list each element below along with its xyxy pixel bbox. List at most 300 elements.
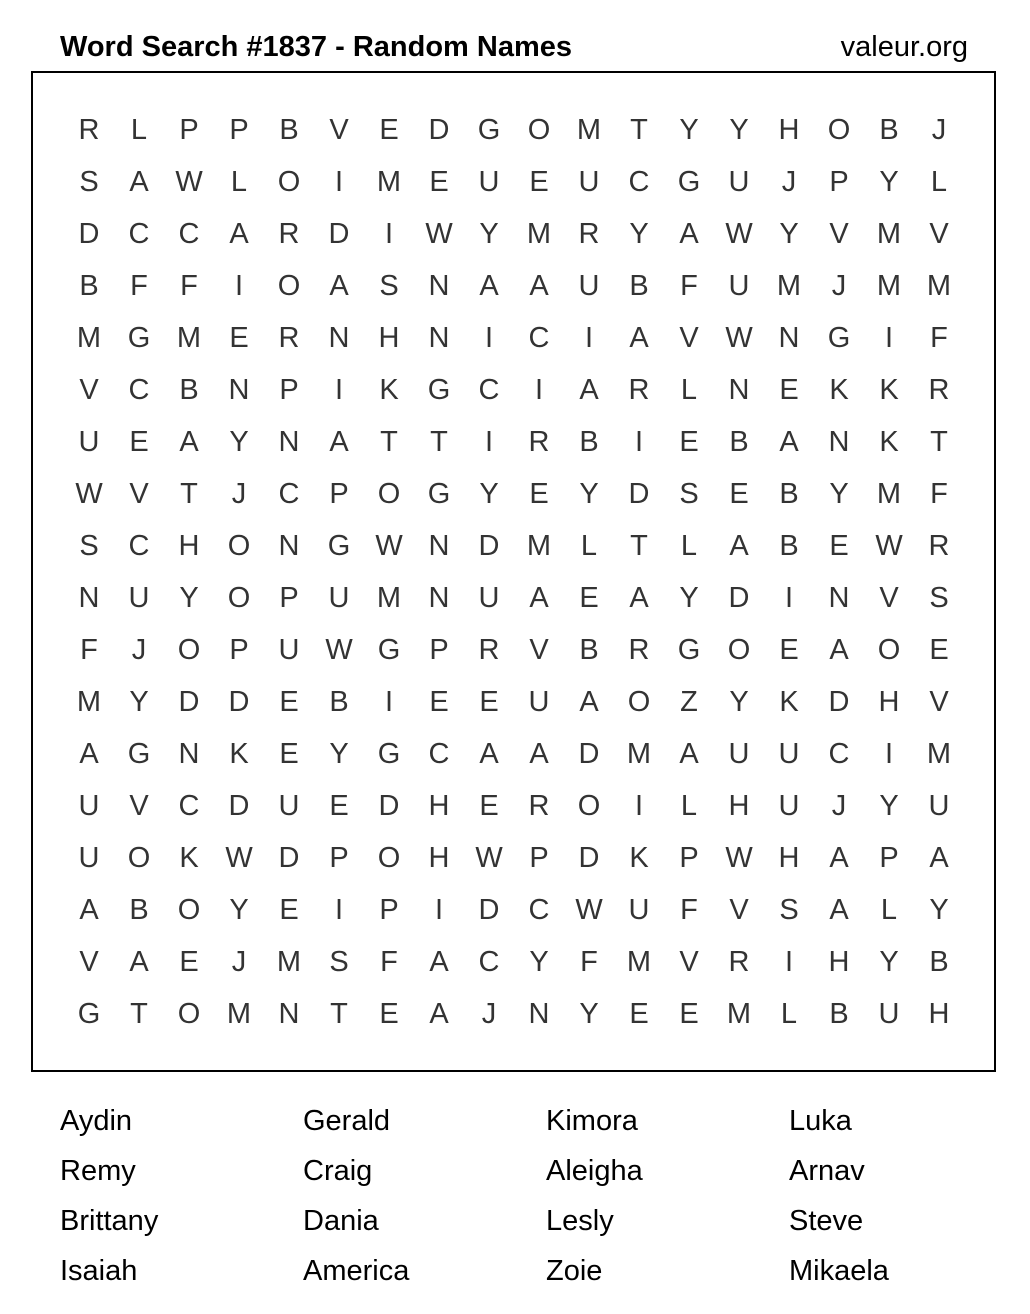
grid-letter[interactable]: M	[726, 997, 752, 1030]
grid-letter[interactable]: A	[79, 737, 99, 770]
grid-letter[interactable]: M	[376, 581, 402, 614]
grid-letter[interactable]: D	[578, 841, 600, 874]
grid-letter[interactable]: D	[178, 685, 200, 718]
grid-letter[interactable]: H	[778, 841, 800, 874]
grid-letter[interactable]: I	[334, 893, 344, 926]
grid-letter[interactable]: E	[279, 737, 299, 770]
grid-letter[interactable]: W	[725, 217, 753, 250]
grid-letter[interactable]: I	[484, 321, 494, 354]
grid-letter[interactable]: B	[829, 997, 849, 1030]
grid-letter[interactable]: U	[478, 165, 500, 198]
grid-letter[interactable]: I	[784, 945, 794, 978]
grid-letter[interactable]: R	[278, 321, 300, 354]
grid-letter[interactable]: E	[479, 789, 499, 822]
grid-letter[interactable]: C	[128, 373, 150, 406]
grid-letter[interactable]: V	[129, 477, 149, 510]
grid-letter[interactable]: A	[679, 217, 699, 250]
grid-letter[interactable]: A	[779, 425, 799, 458]
grid-letter[interactable]: P	[329, 841, 349, 874]
grid-letter[interactable]: K	[879, 425, 899, 458]
grid-letter[interactable]: F	[130, 269, 148, 302]
grid-letter[interactable]: A	[479, 269, 499, 302]
grid-letter[interactable]: D	[478, 529, 500, 562]
grid-letter[interactable]: A	[329, 425, 349, 458]
grid-letter[interactable]: G	[477, 113, 501, 146]
grid-letter[interactable]: E	[829, 529, 849, 562]
grid-letter[interactable]: Y	[129, 685, 149, 718]
grid-letter[interactable]: M	[176, 321, 202, 354]
grid-letter[interactable]: T	[630, 529, 648, 562]
grid-letter[interactable]: S	[79, 529, 99, 562]
grid-letter[interactable]: U	[128, 581, 150, 614]
grid-letter[interactable]: E	[679, 997, 699, 1030]
grid-letter[interactable]: P	[679, 841, 699, 874]
grid-letter[interactable]: C	[428, 737, 450, 770]
grid-letter[interactable]: V	[929, 217, 949, 250]
grid-letter[interactable]: P	[429, 633, 449, 666]
grid-letter[interactable]: V	[679, 321, 699, 354]
grid-letter[interactable]: O	[227, 581, 251, 614]
grid-letter[interactable]: G	[377, 633, 401, 666]
grid-letter[interactable]: E	[929, 633, 949, 666]
grid-letter[interactable]: H	[878, 685, 900, 718]
grid-letter[interactable]: A	[829, 633, 849, 666]
grid-letter[interactable]: Y	[929, 893, 949, 926]
grid-letter[interactable]: Y	[679, 581, 699, 614]
grid-letter[interactable]: O	[527, 113, 551, 146]
grid-letter[interactable]: W	[325, 633, 353, 666]
grid-letter[interactable]: A	[529, 737, 549, 770]
grid-letter[interactable]: E	[429, 685, 449, 718]
grid-letter[interactable]: V	[879, 581, 899, 614]
grid-letter[interactable]: D	[628, 477, 650, 510]
grid-letter[interactable]: O	[877, 633, 901, 666]
grid-letter[interactable]: G	[827, 321, 851, 354]
grid-letter[interactable]: I	[234, 269, 244, 302]
grid-letter[interactable]: D	[428, 113, 450, 146]
grid-letter[interactable]: U	[728, 165, 750, 198]
grid-letter[interactable]: Y	[679, 113, 699, 146]
grid-letter[interactable]: A	[129, 945, 149, 978]
grid-letter[interactable]: U	[728, 269, 750, 302]
grid-letter[interactable]: T	[380, 425, 398, 458]
grid-letter[interactable]: J	[481, 997, 497, 1030]
grid-letter[interactable]: P	[529, 841, 549, 874]
grid-letter[interactable]: H	[378, 321, 400, 354]
grid-letter[interactable]: A	[429, 945, 449, 978]
grid-letter[interactable]: O	[377, 477, 401, 510]
grid-letter[interactable]: Y	[579, 997, 599, 1030]
grid-letter[interactable]: K	[379, 373, 399, 406]
grid-letter[interactable]: D	[228, 685, 250, 718]
grid-letter[interactable]: Y	[829, 477, 849, 510]
grid-letter[interactable]: U	[78, 789, 100, 822]
grid-letter[interactable]: J	[231, 945, 247, 978]
grid-letter[interactable]: E	[779, 633, 799, 666]
grid-letter[interactable]: E	[479, 685, 499, 718]
grid-letter[interactable]: N	[428, 321, 450, 354]
grid-letter[interactable]: E	[279, 893, 299, 926]
grid-letter[interactable]: B	[279, 113, 299, 146]
grid-letter[interactable]: O	[577, 789, 601, 822]
grid-letter[interactable]: V	[929, 685, 949, 718]
grid-letter[interactable]: R	[528, 789, 550, 822]
grid-letter[interactable]: G	[127, 737, 151, 770]
grid-letter[interactable]: V	[329, 113, 349, 146]
grid-letter[interactable]: F	[180, 269, 198, 302]
grid-letter[interactable]: W	[725, 841, 753, 874]
grid-letter[interactable]: M	[526, 217, 552, 250]
grid-letter[interactable]: F	[680, 269, 698, 302]
grid-letter[interactable]: B	[329, 685, 349, 718]
grid-letter[interactable]: V	[679, 945, 699, 978]
grid-letter[interactable]: W	[375, 529, 403, 562]
grid-letter[interactable]: O	[627, 685, 651, 718]
grid-letter[interactable]: C	[528, 893, 550, 926]
grid-letter[interactable]: K	[829, 373, 849, 406]
grid-letter[interactable]: P	[279, 581, 299, 614]
grid-letter[interactable]: L	[680, 789, 698, 822]
grid-letter[interactable]: J	[931, 113, 947, 146]
grid-letter[interactable]: I	[384, 217, 394, 250]
grid-letter[interactable]: J	[781, 165, 797, 198]
grid-letter[interactable]: N	[278, 529, 300, 562]
grid-letter[interactable]: W	[475, 841, 503, 874]
grid-letter[interactable]: O	[177, 997, 201, 1030]
grid-letter[interactable]: R	[278, 217, 300, 250]
grid-letter[interactable]: Y	[479, 477, 499, 510]
grid-letter[interactable]: A	[79, 893, 99, 926]
grid-letter[interactable]: W	[75, 477, 103, 510]
grid-letter[interactable]: F	[380, 945, 398, 978]
grid-letter[interactable]: C	[628, 165, 650, 198]
grid-letter[interactable]: K	[229, 737, 249, 770]
grid-letter[interactable]: T	[180, 477, 198, 510]
grid-letter[interactable]: W	[225, 841, 253, 874]
grid-letter[interactable]: R	[628, 633, 650, 666]
grid-letter[interactable]: S	[929, 581, 949, 614]
grid-letter[interactable]: E	[279, 685, 299, 718]
grid-letter[interactable]: B	[629, 269, 649, 302]
grid-letter[interactable]: T	[130, 997, 148, 1030]
grid-letter[interactable]: A	[629, 581, 649, 614]
grid-letter[interactable]: B	[729, 425, 749, 458]
grid-letter[interactable]: R	[628, 373, 650, 406]
grid-letter[interactable]: F	[580, 945, 598, 978]
grid-letter[interactable]: T	[930, 425, 948, 458]
grid-letter[interactable]: W	[575, 893, 603, 926]
grid-letter[interactable]: L	[880, 893, 898, 926]
grid-letter[interactable]: M	[926, 737, 952, 770]
grid-letter[interactable]: R	[728, 945, 750, 978]
grid-letter[interactable]: P	[229, 113, 249, 146]
grid-letter[interactable]: P	[229, 633, 249, 666]
grid-letter[interactable]: O	[177, 893, 201, 926]
grid-letter[interactable]: D	[828, 685, 850, 718]
grid-letter[interactable]: U	[278, 789, 300, 822]
grid-letter[interactable]: J	[131, 633, 147, 666]
grid-letter[interactable]: S	[79, 165, 99, 198]
grid-letter[interactable]: Y	[579, 477, 599, 510]
grid-letter[interactable]: G	[127, 321, 151, 354]
grid-letter[interactable]: L	[780, 997, 798, 1030]
grid-letter[interactable]: S	[679, 477, 699, 510]
grid-letter[interactable]: D	[278, 841, 300, 874]
grid-letter[interactable]: E	[629, 997, 649, 1030]
grid-letter[interactable]: L	[130, 113, 148, 146]
grid-letter[interactable]: Y	[879, 165, 899, 198]
grid-letter[interactable]: P	[879, 841, 899, 874]
grid-letter[interactable]: A	[729, 529, 749, 562]
grid-letter[interactable]: R	[478, 633, 500, 666]
grid-letter[interactable]: A	[579, 373, 599, 406]
grid-letter[interactable]: E	[379, 997, 399, 1030]
grid-letter[interactable]: V	[829, 217, 849, 250]
grid-letter[interactable]: H	[778, 113, 800, 146]
grid-letter[interactable]: A	[179, 425, 199, 458]
grid-letter[interactable]: F	[80, 633, 98, 666]
grid-letter[interactable]: O	[277, 165, 301, 198]
grid-letter[interactable]: E	[579, 581, 599, 614]
grid-letter[interactable]: A	[829, 841, 849, 874]
grid-letter[interactable]: W	[175, 165, 203, 198]
grid-letter[interactable]: V	[729, 893, 749, 926]
grid-letter[interactable]: E	[529, 477, 549, 510]
grid-letter[interactable]: B	[879, 113, 899, 146]
grid-letter[interactable]: D	[78, 217, 100, 250]
grid-letter[interactable]: J	[831, 269, 847, 302]
grid-letter[interactable]: B	[929, 945, 949, 978]
grid-letter[interactable]: G	[427, 373, 451, 406]
grid-letter[interactable]: A	[929, 841, 949, 874]
grid-letter[interactable]: Y	[329, 737, 349, 770]
grid-letter[interactable]: M	[226, 997, 252, 1030]
grid-letter[interactable]: S	[779, 893, 799, 926]
grid-letter[interactable]: N	[428, 529, 450, 562]
grid-letter[interactable]: N	[828, 581, 850, 614]
grid-letter[interactable]: V	[529, 633, 549, 666]
grid-letter[interactable]: M	[876, 269, 902, 302]
grid-letter[interactable]: I	[584, 321, 594, 354]
grid-letter[interactable]: W	[875, 529, 903, 562]
grid-letter[interactable]: M	[576, 113, 602, 146]
grid-letter[interactable]: G	[377, 737, 401, 770]
grid-letter[interactable]: N	[728, 373, 750, 406]
grid-letter[interactable]: Y	[179, 581, 199, 614]
grid-letter[interactable]: M	[626, 945, 652, 978]
grid-letter[interactable]: I	[884, 321, 894, 354]
grid-letter[interactable]: T	[630, 113, 648, 146]
grid-letter[interactable]: O	[177, 633, 201, 666]
grid-letter[interactable]: G	[677, 633, 701, 666]
grid-letter[interactable]: B	[129, 893, 149, 926]
grid-letter[interactable]: A	[329, 269, 349, 302]
grid-letter[interactable]: L	[680, 529, 698, 562]
grid-letter[interactable]: M	[526, 529, 552, 562]
grid-letter[interactable]: D	[378, 789, 400, 822]
grid-letter[interactable]: G	[677, 165, 701, 198]
grid-letter[interactable]: I	[334, 373, 344, 406]
grid-letter[interactable]: T	[330, 997, 348, 1030]
grid-letter[interactable]: E	[529, 165, 549, 198]
grid-letter[interactable]: K	[779, 685, 799, 718]
grid-letter[interactable]: U	[778, 789, 800, 822]
grid-letter[interactable]: M	[876, 477, 902, 510]
grid-letter[interactable]: C	[178, 789, 200, 822]
grid-letter[interactable]: M	[626, 737, 652, 770]
grid-letter[interactable]: T	[430, 425, 448, 458]
grid-letter[interactable]: B	[179, 373, 199, 406]
grid-letter[interactable]: K	[179, 841, 199, 874]
grid-letter[interactable]: U	[878, 997, 900, 1030]
grid-letter[interactable]: R	[928, 373, 950, 406]
grid-letter[interactable]: H	[428, 789, 450, 822]
grid-letter[interactable]: A	[529, 269, 549, 302]
grid-letter[interactable]: A	[679, 737, 699, 770]
grid-letter[interactable]: R	[578, 217, 600, 250]
grid-letter[interactable]: N	[528, 997, 550, 1030]
grid-letter[interactable]: E	[229, 321, 249, 354]
grid-letter[interactable]: W	[725, 321, 753, 354]
grid-letter[interactable]: R	[528, 425, 550, 458]
grid-letter[interactable]: I	[784, 581, 794, 614]
grid-letter[interactable]: U	[528, 685, 550, 718]
grid-letter[interactable]: H	[178, 529, 200, 562]
grid-letter[interactable]: F	[930, 477, 948, 510]
grid-letter[interactable]: Y	[229, 893, 249, 926]
grid-letter[interactable]: M	[276, 945, 302, 978]
grid-letter[interactable]: U	[78, 841, 100, 874]
grid-letter[interactable]: N	[278, 425, 300, 458]
grid-letter[interactable]: S	[379, 269, 399, 302]
grid-letter[interactable]: D	[228, 789, 250, 822]
grid-letter[interactable]: I	[884, 737, 894, 770]
grid-letter[interactable]: N	[278, 997, 300, 1030]
grid-letter[interactable]: U	[78, 425, 100, 458]
grid-letter[interactable]: A	[829, 893, 849, 926]
grid-letter[interactable]: O	[727, 633, 751, 666]
grid-letter[interactable]: A	[479, 737, 499, 770]
grid-letter[interactable]: C	[828, 737, 850, 770]
grid-letter[interactable]: C	[128, 217, 150, 250]
grid-letter[interactable]: N	[428, 269, 450, 302]
grid-letter[interactable]: G	[327, 529, 351, 562]
grid-letter[interactable]: P	[179, 113, 199, 146]
grid-letter[interactable]: S	[329, 945, 349, 978]
grid-letter[interactable]: M	[376, 165, 402, 198]
grid-letter[interactable]: F	[680, 893, 698, 926]
grid-letter[interactable]: H	[828, 945, 850, 978]
grid-letter[interactable]: U	[478, 581, 500, 614]
grid-letter[interactable]: A	[529, 581, 549, 614]
grid-letter[interactable]: Y	[729, 113, 749, 146]
grid-letter[interactable]: U	[278, 633, 300, 666]
grid-letter[interactable]: H	[728, 789, 750, 822]
grid-letter[interactable]: D	[728, 581, 750, 614]
grid-letter[interactable]: E	[329, 789, 349, 822]
grid-letter[interactable]: E	[129, 425, 149, 458]
grid-letter[interactable]: V	[79, 373, 99, 406]
grid-letter[interactable]: B	[579, 633, 599, 666]
grid-letter[interactable]: Y	[229, 425, 249, 458]
grid-letter[interactable]: A	[579, 685, 599, 718]
grid-letter[interactable]: C	[278, 477, 300, 510]
grid-letter[interactable]: A	[429, 997, 449, 1030]
grid-letter[interactable]: C	[178, 217, 200, 250]
grid-letter[interactable]: H	[928, 997, 950, 1030]
grid-letter[interactable]: H	[428, 841, 450, 874]
grid-letter[interactable]: E	[179, 945, 199, 978]
grid-letter[interactable]: I	[484, 425, 494, 458]
grid-letter[interactable]: O	[827, 113, 851, 146]
grid-letter[interactable]: M	[76, 321, 102, 354]
grid-letter[interactable]: O	[227, 529, 251, 562]
grid-letter[interactable]: P	[379, 893, 399, 926]
grid-letter[interactable]: J	[231, 477, 247, 510]
grid-letter[interactable]: Y	[629, 217, 649, 250]
grid-letter[interactable]: E	[779, 373, 799, 406]
grid-letter[interactable]: B	[779, 477, 799, 510]
grid-letter[interactable]: J	[831, 789, 847, 822]
grid-letter[interactable]: R	[78, 113, 100, 146]
grid-letter[interactable]: L	[230, 165, 248, 198]
grid-letter[interactable]: N	[328, 321, 350, 354]
grid-letter[interactable]: I	[434, 893, 444, 926]
grid-letter[interactable]: Y	[479, 217, 499, 250]
grid-letter[interactable]: U	[778, 737, 800, 770]
grid-letter[interactable]: I	[384, 685, 394, 718]
grid-letter[interactable]: A	[129, 165, 149, 198]
grid-letter[interactable]: G	[77, 997, 101, 1030]
grid-letter[interactable]: M	[926, 269, 952, 302]
grid-letter[interactable]: N	[228, 373, 250, 406]
grid-letter[interactable]: E	[679, 425, 699, 458]
grid-letter[interactable]: Z	[680, 685, 698, 718]
grid-letter[interactable]: B	[79, 269, 99, 302]
grid-letter[interactable]: I	[334, 165, 344, 198]
grid-letter[interactable]: L	[680, 373, 698, 406]
grid-letter[interactable]: B	[579, 425, 599, 458]
grid-letter[interactable]: U	[328, 581, 350, 614]
grid-letter[interactable]: E	[429, 165, 449, 198]
grid-letter[interactable]: P	[329, 477, 349, 510]
grid-letter[interactable]: N	[178, 737, 200, 770]
grid-letter[interactable]: R	[928, 529, 950, 562]
grid-letter[interactable]: K	[629, 841, 649, 874]
grid-letter[interactable]: N	[828, 425, 850, 458]
grid-letter[interactable]: V	[129, 789, 149, 822]
grid-letter[interactable]: N	[78, 581, 100, 614]
grid-letter[interactable]: V	[79, 945, 99, 978]
grid-letter[interactable]: D	[578, 737, 600, 770]
grid-letter[interactable]: Y	[879, 789, 899, 822]
grid-letter[interactable]: N	[778, 321, 800, 354]
grid-letter[interactable]: U	[578, 269, 600, 302]
grid-letter[interactable]: I	[634, 789, 644, 822]
grid-letter[interactable]: N	[428, 581, 450, 614]
grid-letter[interactable]: D	[328, 217, 350, 250]
grid-letter[interactable]: W	[425, 217, 453, 250]
grid-letter[interactable]: K	[879, 373, 899, 406]
grid-letter[interactable]: L	[580, 529, 598, 562]
grid-letter[interactable]: A	[229, 217, 249, 250]
grid-letter[interactable]: C	[478, 945, 500, 978]
grid-letter[interactable]: Y	[729, 685, 749, 718]
grid-letter[interactable]: L	[930, 165, 948, 198]
grid-letter[interactable]: O	[377, 841, 401, 874]
grid-letter[interactable]: M	[876, 217, 902, 250]
grid-letter[interactable]: P	[829, 165, 849, 198]
